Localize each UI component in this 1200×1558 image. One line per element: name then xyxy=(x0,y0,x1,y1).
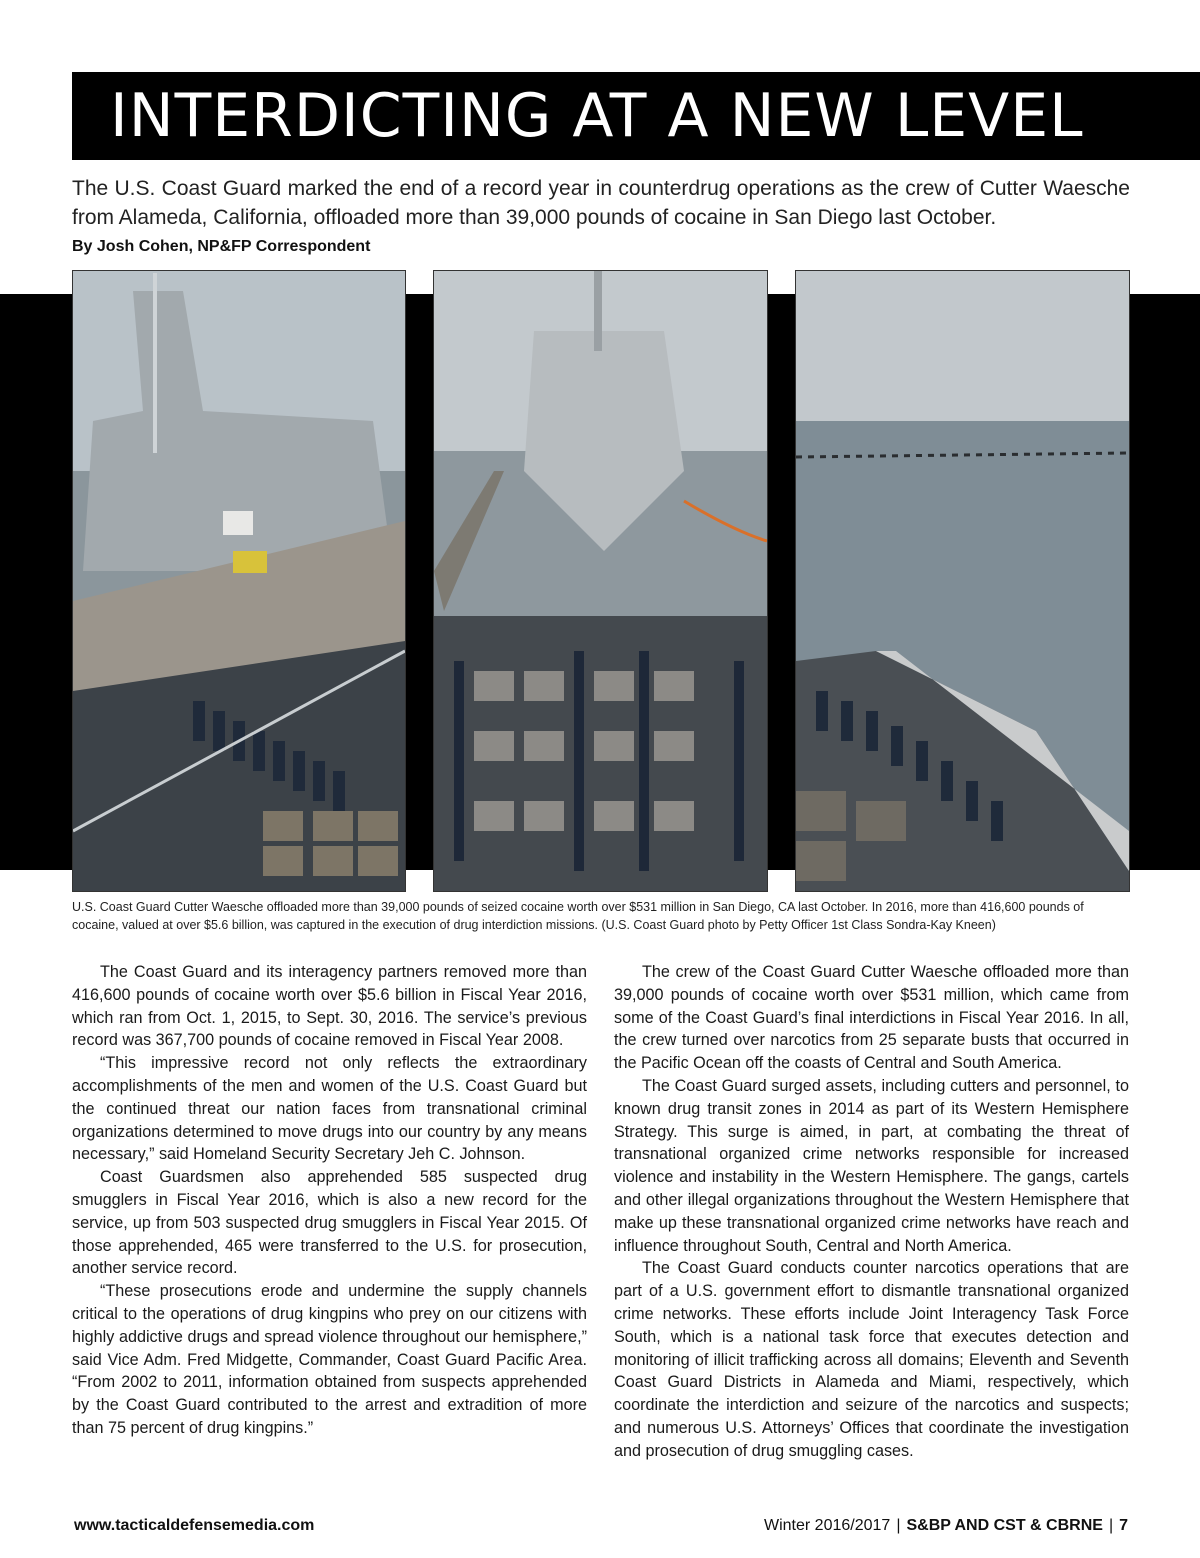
footer-publication: S&BP AND CST & CBRNE xyxy=(906,1517,1103,1534)
headline-bar xyxy=(72,72,1200,160)
footer-issue: Winter 2016/2017 xyxy=(764,1517,891,1534)
body-paragraph: Coast Guardsmen also apprehended 585 suspected drug smugglers in Fiscal Year 2016, which is also a new record for the service, up from 503 suspected drug smugglers in Fiscal Year 2015. Of those apprehended, 465 were transferred to the U.S. for prosecution, another service record. xyxy=(72,1168,587,1278)
body-paragraph: The crew of the Coast Guard Cutter Waesche offloaded more than 39,000 pounds of cocaine worth over $531 million, which came from some of the Coast Guard’s final interdictions in Fiscal Year 2016. In all, the crew turned over narcotics from 25 separate busts that occurred in the Pacific Ocean off the coasts of Central and South America. xyxy=(614,963,1129,1073)
body-paragraph: The Coast Guard conducts counter narcotics operations that are part of a U.S. government effort to dismantle transnational organized crime networks. These efforts include Joint Interagency Task Force South, which is a national task force that executes detection and monitoring of illicit trafficking across all domains; Eleventh and Seventh Coast Guard Districts in Alameda and Miami, respectively, which coordinate the interdiction and seizure of the narcotics and suspects; and numerous U.S. Attorneys’ Offices that coordinate the investigation and prosecution of drug smuggling cases. xyxy=(614,1259,1129,1460)
body-paragraph: The Coast Guard surged assets, including cutters and personnel, to known drug transit zones in 2014 as part of its Western Hemisphere Strategy. This surge is aimed, in part, at combating the threat of transnational organized crime networks responsible for increased violence and instability in the Western Hemisphere. The gangs, cartels and other illegal organizations throughout the Western Hemisphere that make up these transnational organized crime networks have reach and influence throughout South, Central and North America. xyxy=(614,1076,1129,1255)
byline: By Josh Cohen, NP&FP Correspondent xyxy=(72,238,371,255)
photo-right-deck xyxy=(795,270,1130,892)
footer-website-link[interactable]: www.tacticaldefensemedia.com xyxy=(74,1517,315,1534)
photo-left-pier-ship xyxy=(72,270,406,892)
body-paragraph: The Coast Guard and its interagency partners removed more than 416,600 pounds of cocaine worth over $5.6 billion in Fiscal Year 2016, which ran from Oct. 1, 2015, to Sept. 30, 2016. The service’s previous record was 367,700 pounds of cocaine removed in Fiscal Year 2008. xyxy=(72,963,587,1050)
headline: INTERDICTING AT A NEW LEVEL xyxy=(110,81,1084,151)
page-number: 7 xyxy=(1119,1517,1128,1534)
body-column-right xyxy=(614,961,1129,1463)
body-paragraph: “This impressive record not only reflects the extraordinary accomplishments of the men and women of the U.S. Coast Guard but the continued threat our nation faces from transnational criminal organizations determined to move drugs into our country by any means necessary,” said Homeland Security Secretary Jeh C. Johnson. xyxy=(72,1054,587,1164)
footer-separator: | xyxy=(1108,1517,1114,1534)
footer-issue-info xyxy=(764,1517,1128,1535)
footer-separator: | xyxy=(896,1517,901,1534)
body-paragraph: “These prosecutions erode and undermine the supply channels critical to the operations of drug kingpins who prey on our citizens with highly addictive drugs and spread violence throughout our hemisphere,” said Vice Adm. Fred Midgette, Commander, Coast Guard Pacific Area. “From 2002 to 2011, information obtained from suspects apprehended by the Coast Guard contributed to the arrest and extradition of more than 75 percent of drug kingpins.” xyxy=(72,1282,587,1437)
dek: The U.S. Coast Guard marked the end of a record year in counterdrug operations as the crew of Cutter Waesche from Alameda, California, offloaded more than 39,000 pounds of cocaine in San Diego last October. xyxy=(72,177,1130,229)
photo-center-destroyer xyxy=(433,270,768,892)
photo-caption: U.S. Coast Guard Cutter Waesche offloaded more than 39,000 pounds of seized cocaine worth over $531 million in San Diego, CA last October. In 2016, more than 416,600 pounds of cocaine, valued at over $5.6 billion, was captured in the execution of drug interdiction missions. (U.S. Coast Guard photo by Petty Officer 1st Class Sondra-Kay Kneen) xyxy=(72,900,1084,932)
body-column-left xyxy=(72,961,587,1440)
